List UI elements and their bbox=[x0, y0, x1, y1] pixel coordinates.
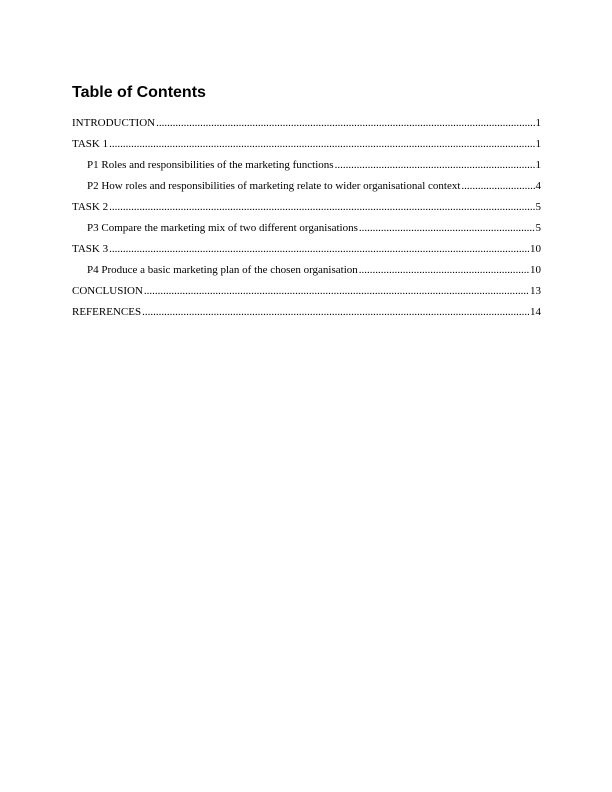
toc-entry-label: P2 How roles and responsibilities of marketing relate to wider organisational context bbox=[87, 180, 461, 192]
toc-entry-p1[interactable] bbox=[72, 158, 541, 179]
toc-list bbox=[72, 116, 541, 326]
toc-entry-page: 5 bbox=[535, 222, 541, 234]
dot-leader bbox=[109, 137, 534, 151]
toc-entry-label: TASK 2 bbox=[72, 201, 109, 213]
toc-entry-page: 13 bbox=[530, 285, 541, 297]
dot-leader bbox=[359, 263, 529, 277]
toc-entry-page: 10 bbox=[530, 243, 541, 255]
toc-entry-label: P1 Roles and responsibilities of the marketing functions bbox=[87, 159, 334, 171]
toc-entry-page: 5 bbox=[535, 201, 541, 213]
dot-leader bbox=[144, 284, 529, 298]
toc-entry-page: 1 bbox=[535, 159, 541, 171]
toc-entry-page: 14 bbox=[530, 306, 541, 318]
toc-heading: Table of Contents bbox=[72, 84, 206, 101]
dot-leader bbox=[359, 221, 535, 235]
toc-entry-task-3[interactable] bbox=[72, 242, 541, 263]
toc-entry-page: 10 bbox=[530, 264, 541, 276]
dot-leader bbox=[461, 179, 534, 193]
toc-entry-page: 1 bbox=[535, 138, 541, 150]
dot-leader bbox=[335, 158, 535, 172]
toc-entry-page: 1 bbox=[535, 117, 541, 129]
toc-entry-label: INTRODUCTION bbox=[72, 117, 156, 129]
toc-entry-introduction[interactable] bbox=[72, 116, 541, 137]
toc-entry-task-1[interactable] bbox=[72, 137, 541, 158]
dot-leader bbox=[109, 242, 529, 256]
toc-entry-label: TASK 3 bbox=[72, 243, 109, 255]
toc-entry-conclusion[interactable] bbox=[72, 284, 541, 305]
toc-entry-p3[interactable] bbox=[72, 221, 541, 242]
dot-leader bbox=[142, 305, 529, 319]
toc-entry-page: 4 bbox=[535, 180, 541, 192]
toc-entry-p2[interactable] bbox=[72, 179, 541, 200]
toc-entry-label: CONCLUSION bbox=[72, 285, 143, 297]
toc-entry-references[interactable] bbox=[72, 305, 541, 326]
dot-leader bbox=[109, 200, 534, 214]
toc-entry-label: TASK 1 bbox=[72, 138, 109, 150]
toc-entry-label: P3 Compare the marketing mix of two different organisations bbox=[87, 222, 358, 234]
dot-leader bbox=[156, 116, 534, 130]
toc-entry-p4[interactable] bbox=[72, 263, 541, 284]
toc-entry-label: P4 Produce a basic marketing plan of the chosen organisation bbox=[87, 264, 358, 276]
toc-entry-task-2[interactable] bbox=[72, 200, 541, 221]
toc-entry-label: REFERENCES bbox=[72, 306, 142, 318]
